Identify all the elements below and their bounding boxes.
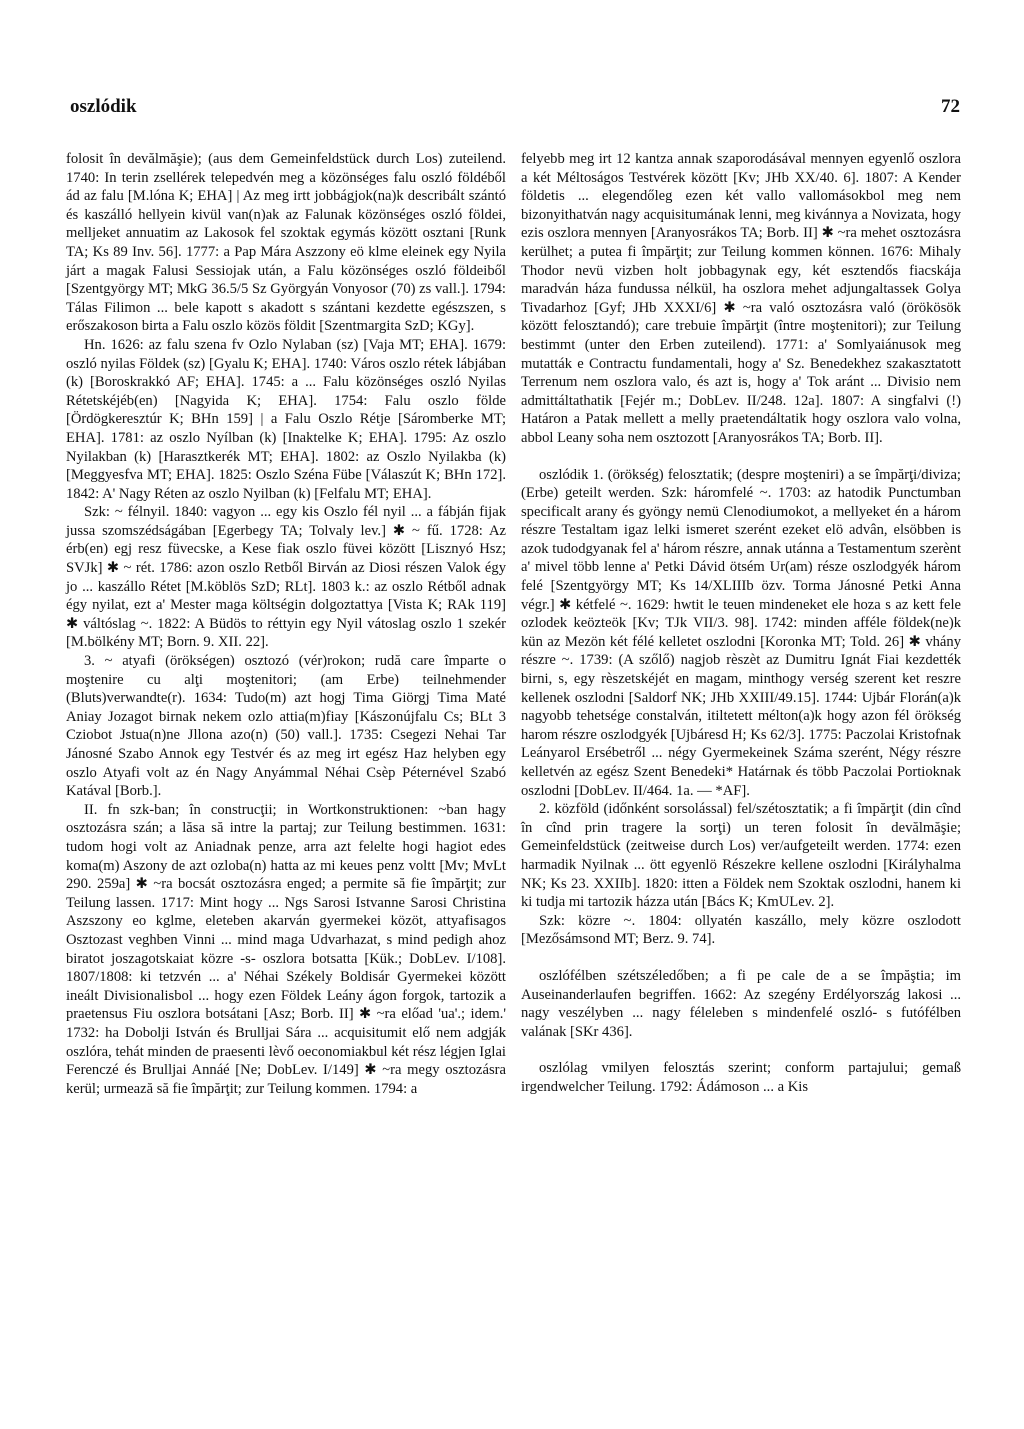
entry-paragraph: 3. ~ atyafi (örökségen) osztozó (vér)rokon; rudă care împarte o moştenire cu alţi moştenitori; (am Erbe) teilnehmender (Bluts)verwandte(r). 1634: Tudo(m) azt hogj Tima Giörgj Tima Maté Aniay Jozagot birnak nekem ozlo attia(m)fiay [Kászonújfalu Cs; BLt 3 Cziobot Jstua(n)ne Jllona azo(n) (50) vall.]. 1735: Csegezi Nehai Tar Jánosné Szabo Annok egy Testvér és az meg irt egész Haz helyben egy oszlo Atyafi volt az én Nagy Anyámmal Néhai Csèp Péternével Szabó Katával [Borb.]. <box>66 653 506 800</box>
entry-paragraph: folosit în devălmăşie); (aus dem Gemeinfeldstück durch Los) zuteilend. 1740: In terin zsellérek telepedvén meg a közönséges falu oszló földéből ád az falu [M.lóna K; EHA] | Az meg irtt jobbágjok(na)k describált szántó és kaszálló hellyein kivül van(n)ak az Falunak közönséges oszló földei, melljeket annuatim az Lakosok fel szoktak egymás között osztani [Runk TA; Ks 89 Inv. 56]. 1777: a Pap Mára Aszzony eö klme eleinek egy Nyila járt a magak Falusi Sessiojak után, a Falu közönséges oszló földeiből [Szentgyörgy MT; MkG 36.5/5 Sz Györgyán Vonyosor (70) zs vall.]. 1794: Tálas Filimon ... bele kapott s akadott s szántani kezdette egészszen, s erőszakoson birta a Falu oszlo közös földit [Szentmargita SzD; KGy]. <box>66 151 506 335</box>
entry-paragraph: Hn. 1626: az falu szena fv Ozlo Nylaban (sz) [Vaja MT; EHA]. 1679: oszló nyilas Földek (sz) [Gyalu K; EHA]. 1740: Város oszlo rétek lábjában (k) [Boroskrakkó AF; EHA]. 1745: a ... Falu közönséges oszló Nyilas Rétetskéjéb(en) [Nagyida K; EHA]. 1754: Falu oszlo földe [Ördögkeresztúr K; BHn 159] | a Falu Oszlo Rétje [Sáromberke MT; EHA]. 1781: az oszlo Nyílban (k) [Inaktelke K; EHA]. 1795: Az oszlo Nyilakban (k) [Harasztkerék MT; EHA]. 1802: az Oszlo Nyilakba (k) [Meggyesfva MT; EHA]. 1825: Oszlo Széna Fübe [Válaszút K; BHn 172]. 1842: A' Nagy Réten az oszlo Nyilban (k) [Felfalu MT; EHA]. <box>66 336 506 502</box>
running-headword: oszlódik <box>70 96 137 117</box>
right-column <box>521 150 961 1097</box>
entry-paragraph: II. fn szk-ban; în construcţii; in Wortkonstruktionen: ~ban hagy osztozásra szán; a lăsa să intre la partaj; zur Teilung bestimmen. 1631: tudom hogi volt az Aniadnak penze, arra azt felelte hogi hagiot edes koma(m) Aszony de azt ozloba(n) hatta az mi keues penz voltt [Mv; MvLt 290. 259a] ✱ ~ra bocsát osztozásra enged; a permite să fie împărţit; zur Teilung lassen. 1717: Mint hogy ... Ngs Sarosi Istvanne Sarosi Christina Aszszony eo kglme, eleteben akarván gyermekei közöt, attyafisagos Osztozast veghben Vinni ... mind maga Udvarhazat, s mind pedigh ahoz biratot joszagotskaiat közre -s- oszlora botsatta [Kük.; DobLev. I/108]. 1807/1808: ki tetzvén ... a' Néhai Székely Boldisár Gyermekei között ineált Divisionalisbol ... hogy ezen Földek Leány ágon forgok, tartozik a praetensus Fiu oszlora botsátani [Asz; Borb. II] ✱ ~ra előad 'ua'.; idem.' 1732: ha Dobolji István és Brulljai Sára ... acquisitumit elő nem adgják oszlóra, tehát minden de praesenti lèvő oeconomiakbul két rész légjen Iglai Ferenczé és Brulljai Annáé [Ne; DobLev. I/149] ✱ ~ra megy osztozásra kerül; urmează să fie împărţit; zur Teilung kommen. 1794: a <box>66 801 506 1097</box>
left-column <box>66 150 506 1098</box>
entry-oszlodik: oszlódik 1. (örökség) felosztatik; (despre moşteniri) a se împărţi/diviza; (Erbe) geteilt werden. Szk: háromfelé ~. 1703: az hatodik Punctumban specificalt arany és gyöngy nemü Clenodiumokot, a mellyeket én a három részre Testaltam igaz lelki ismeret szerént ezeket elö advân, elsöbben is azok tudodgyanak fel a' három részre, annak utánna a Testamentum szerènt a' mivel több lenne a' Petki Dávid ötsém Ur(am) része oszlodgyék három felé [Szentgyörgy MT; Ks 14/XLIIIb özv. Torma Jánosné Petki Anna végr.] ✱ kétfelé ~. 1629: hwtit le teuen mindeneket ele hoza s az kett fele ozlodek keözteök [Kv; TJk VII/3. 98]. 1742: minden afféle földek(ne)k kün az Mezön két félé kelletet oszlodni [Koronka MT; Told. 26] ✱ vhány részre ~. 1739: (A szőlő) nagjob rèszèt az Dumitru Ignát Fiai kezdették birni, s, egy rèszetskéjét en magam, minthogy verség szerent ket reszre kellenek oszlodni [Saldorf NK; JHb XXIII/49.15]. 1744: Ujbár Florán(a)k nagyobb tehetsége constalván, itiltetett mélton(a)k hogy azon fél örökség harom részre oszlodgyék [Ujbáresd H; Ks 62/3]. 1775: Paczolai Kristofnak Leányarol Ersébetről ... négy Gyermekeinek Száma szerént, Négy részre kelletvén az egész Szent Benedeki* Határnak és több Paczolai Portioknak oszlodni [DobLev. II/464. 1a. — *AF]. <box>521 466 961 799</box>
entry-paragraph: felyebb meg irt 12 kantza annak szaporodásával mennyen egyenlő oszlora a két Méltoságos Testvérek között [Kv; JHb XX/40. 6]. 1807: A Kender földetis ... elegendőleg ezen két vallo vallomásokbol meg nem bizonyithatván nagy acquisitumának lenni, meg kivánnya a Novizata, hogy ezis oszlora mennyen [Aranyosrákos TA; Borb. II] ✱ ~ra mehet osztozásra kerülhet; a putea fi împărţit; zur Teilung kommen können. 1676: Mihaly Thodor nevü vizben holt jobbagynak egy, két esztendős fiacskája maradván háza fundussa nélkül, ha oszlora mehet adjungaltassek Golya Tivadarhoz [Gyf; JHb XXXI/6] ✱ ~ra való osztozásra való (örökösök között felosztandó); care trebuie împărţit (între moştenitori); zur Teilung bestimmt (unter den Erben zuteilend). 1771: a' Somlyaiánusok meg mutatták e Contractu fundamentali, hogy a' Sz. Benedekhez szakasztatott Terrenum nem oszlora valo, és azt is, hogy a' Tok aránt ... Divisio nem admittáltathatik [Fejér m.; DobLev. II/248. 12a]. 1807: A singfalvi (!) Határon a Patak mellett a melly praetendáltatik hogy oszlora valo volna, abbol Leany soha nem osztozott [Aranyosrákos TA; Borb. II]. <box>521 151 961 446</box>
entry-paragraph: Szk: közre ~. 1804: ollyatén kaszállo, mely közre oszlodott [Mezősámsond MT; Berz. 9. 74]. <box>521 912 961 948</box>
entry-paragraph: Szk: ~ félnyil. 1840: vagyon ... egy kis Oszlo fél nyil ... a fábján fijak jussa szomszédságában [Egerbegy TA; Tolvaly lev.] ✱ ~ fű. 1728: Az érb(en) egj resz füvecske, a Kese fiak oszlo füvei között [Lisznyó Hsz; SVJk] ✱ ~ rét. 1786: azon oszlo Retből Birván az Diosi részen Valok égy jo ... kaszállo Rétet [M.köblös SzD; RLt]. 1803 k.: az oszlo Rétből adnak égy nyilat, ezt a' Mester maga költségin dolgoztattya [Vista K; RAk 119] ✱ váltóslag ~. 1822: A Büdös to réttyin egy Nyil vátoslag oszlo 1 szekér [M.bölkény MT; Born. 9. XII. 22]. <box>66 504 506 651</box>
entry-oszlolag: oszlólag vmilyen felosztás szerint; conform partajului; gemaß irgendwelcher Teilung. 1792: Ádámoson ... a Kis <box>521 1060 961 1095</box>
page-header <box>70 96 960 126</box>
entry-paragraph: 2. közföld (időnként sorsolással) fel/szétosztatik; a fi împărţit (din cînd în cînd prin tragere la sorţi) un teren folosit în devălmăşie; Gemeinfeldstück (zeitweise durch Los) ver/aufgeteilt werden. 1774: ezen harmadik Nyilnak ... ött egyenlö Részekre kellene oszlodni [Királyhalma NK; Ks 23. XXIIb]. 1820: itten a Földek nem Szoktak oszlodni, hanem ki ki tudja mi tartozik házza után [Bács K; KmULev. 2]. <box>521 801 961 911</box>
page-number: 72 <box>941 96 960 117</box>
entry-oszlofelben: oszlófélben szétszéledőben; a fi pe cale de a se împăştia; im Auseinanderlaufen begriffen. 1662: Az szegény Erdélyország lakosi ... nagy veszélyben ... nagy féleleben s mindenfelé oszló- s futófélben valának [SKr 436]. <box>521 967 961 1040</box>
